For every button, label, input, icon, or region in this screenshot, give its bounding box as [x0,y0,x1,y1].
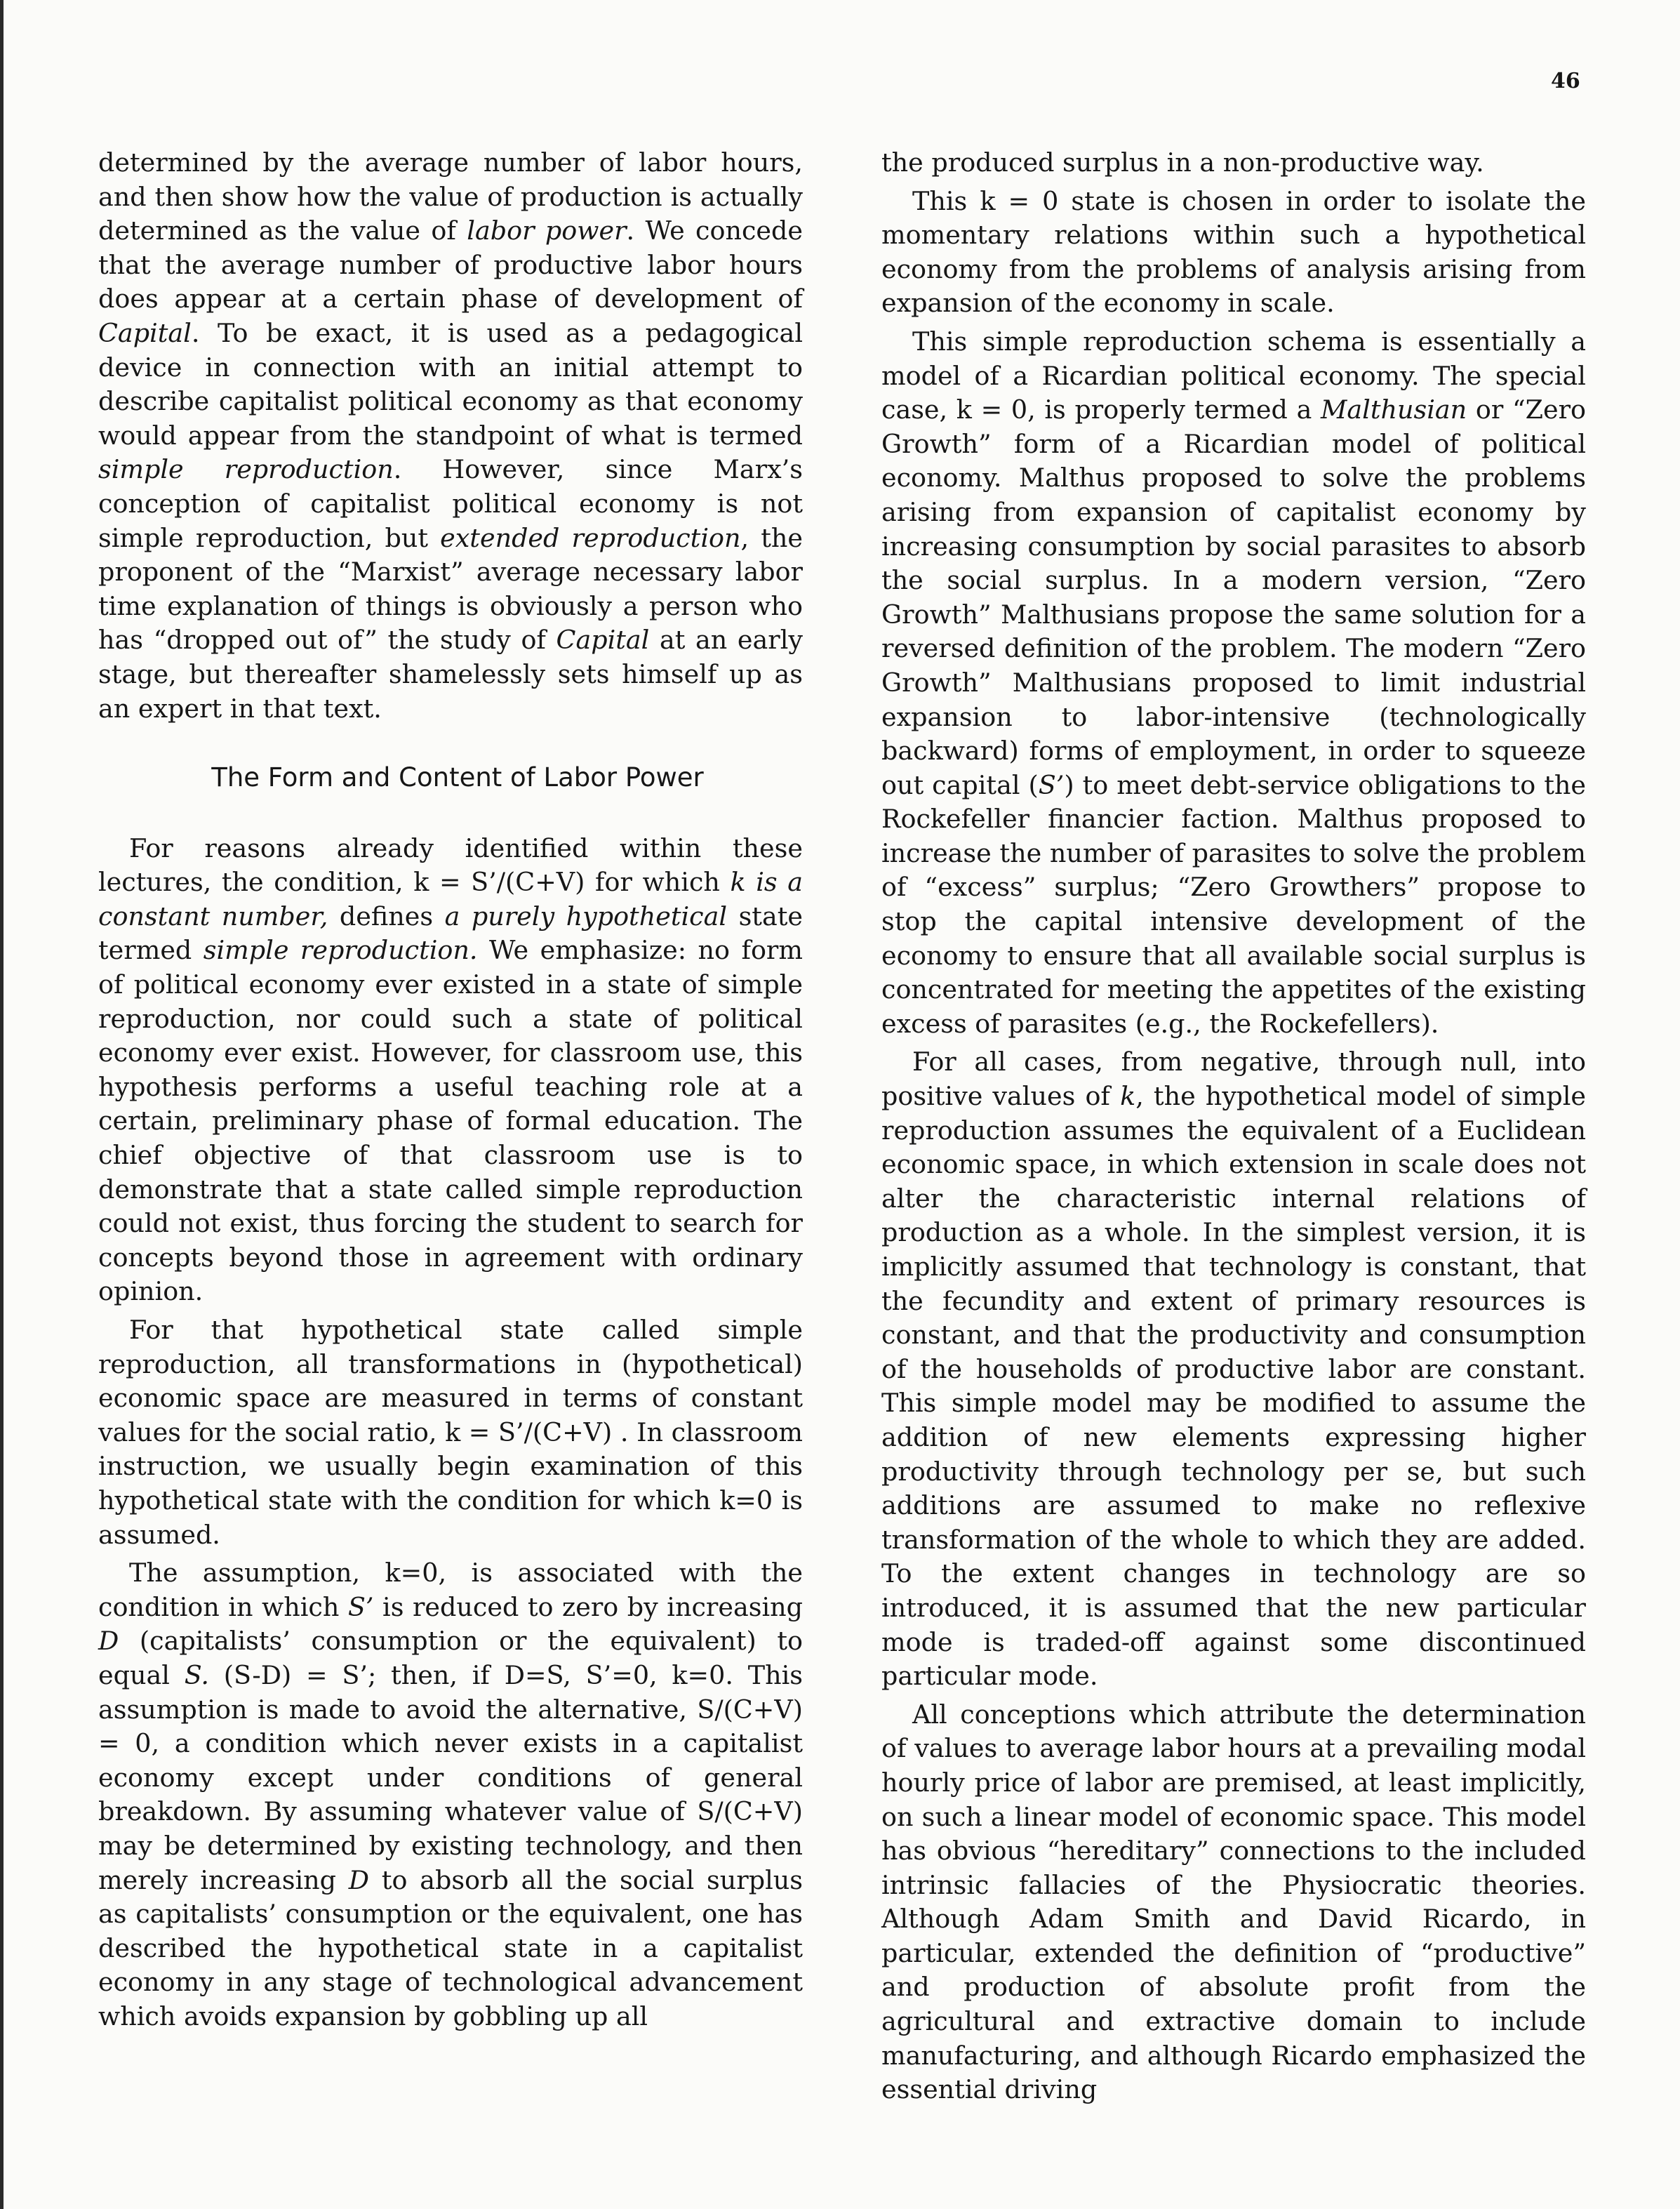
paragraph: the produced surplus in a non-productive way. [881,147,1484,178]
paragraph: This k = 0 state is chosen in order to isolate the momentary relations within such a hypothetical economy from the problems of analysis arising from expansion of the economy in scale. [881,185,1586,319]
page-edge [0,0,4,2209]
paragraph: All conceptions which attribute the determination of values to average labor hours at a prevailing modal hourly price of labor are premised, at least implicitly, on such a linear model of economic space. This model has obvious “hereditary” connections to the included intrinsic fallacies of the Physiocratic theories. Although Adam Smith and David Ricardo, in particular, extended the definition of “productive” and production of absolute profit from the agricultural and extractive domain to include manufacturing, and although Ricardo emphasized the essential driving [881,1699,1586,2105]
paragraph: For all cases, from negative, through null, into positive values of k, the hypothetical model of simple reproduction assumes the equivalent of a Euclidean economic space, in which extension in scale does not alter the characteristic internal relations of production as a whole. In the simplest version, it is implicitly assumed that technology is constant, that the fecundity and extent of primary resources is constant, and that the productivity and consumption of the households of productive labor are constant. This simple model may be modified to assume the addition of new elements expressing higher productivity through technology per se, but such additions are assumed to make no reflexive transformation of the whole to which they are added. To the extent changes in technology are so introduced, it is assumed that the new particular mode is traded-off against some discontinued particular mode. [881,1047,1587,1692]
left-column [98,146,803,2038]
paragraph: determined by the average number of labor hours, and then show how the value of production is actually determined as the value of labor power. We concede that the average number of productive labor hours does appear at a certain phase of development of Capital. To be exact, it is used as a pedagogical device in connection with an initial attempt to describe capitalist political economy as that economy would appear from the standpoint of what is termed simple reproduction. However, since Marx’s conception of capitalist political economy is not simple reproduction, but extended reproduction, the proponent of the “Marxist” average necessary labor time explanation of things is obviously a person who has “dropped out of” the study of Capital at an early stage, but thereafter shamelessly sets himself up as an expert in that text. [98,147,803,724]
paragraph: This simple reproduction schema is essentially a model of a Ricardian political economy. The special case, k = 0, is properly termed a Malthusian or “Zero Growth” form of a Ricardian model of political economy. Malthus proposed to solve the problems arising from expansion of capitalist economy by increasing consumption by social parasites to absorb the social surplus. In a modern version, “Zero Growth” Malthusians propose the same solution for a reversed definition of the problem. The modern “Zero Growth” Malthusians proposed to limit industrial expansion to labor-intensive (technologically backward) forms of employment, in order to squeeze out capital (S’) to meet debt-service obligations to the Rockefeller financier faction. Malthus proposed to increase the number of parasites to solve the problem of “excess” surplus; “Zero Growthers” propose to stop the capital intensive development of the economy to ensure that all available social surplus is concentrated for meeting the appetites of the existing excess of parasites (e.g., the Rockefellers). [881,326,1587,1039]
paragraph: For that hypothetical state called simple reproduction, all transformations in (hypothetical) economic space are measured in terms of constant values for the social ratio, k = S’/(C+V) . In classroom instruction, we usually begin examination of this hypothetical state with the condition for which k=0 is assumed. [98,1315,803,1550]
page-number: 46 [1551,69,1580,93]
paragraph: For reasons already identified within these lectures, the condition, k = S’/(C+V) for which k is a constant number, defines a purely hypothetical state termed simple reproduction. We emphasize: no form of political economy ever existed in a state of simple reproduction, nor could such a state of political economy ever exist. However, for classroom use, this hypothesis performs a useful teaching role at a certain, preliminary phase of formal education. The chief objective of that classroom use is to demonstrate that a state called simple reproduction could not exist, thus forcing the student to search for concepts beyond those in agreement with ordinary opinion. [98,832,804,1307]
section-heading: The Form and Content of Labor Power [211,762,704,793]
paragraph: The assumption, k=0, is associated with the condition in which S’ is reduced to zero by increasing D (capitalists’ consumption or the equivalent) to equal S. (S-D) = S’; then, if D=S, S’=0, k=0. This assumption is made to avoid the alternative, S/(C+V) = 0, a condition which never exists in a capitalist economy except under conditions of general breakdown. By assuming whatever value of S/(C+V) may be determined by existing technology, and then merely increasing D to absorb all the social surplus as capitalists’ consumption or the equivalent, one has described the hypothetical state in a capitalist economy in any stage of technological advancement which avoids expansion by gobbling up all [98,1558,803,2031]
right-column [881,146,1586,2111]
